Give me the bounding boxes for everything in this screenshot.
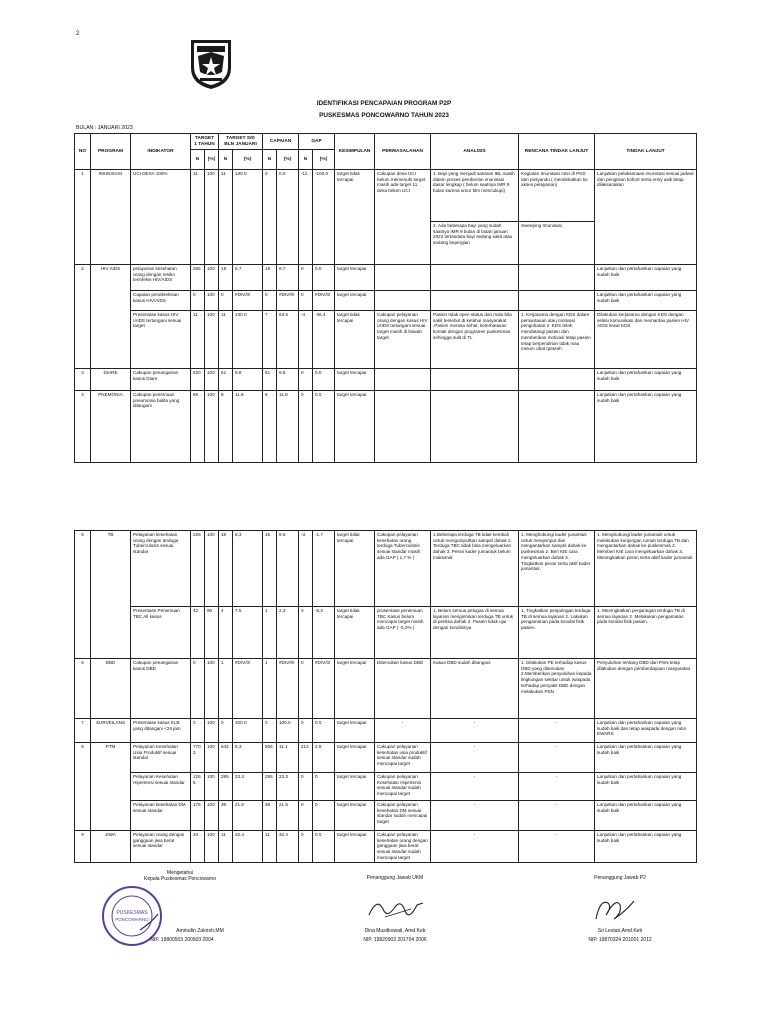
cell-permasalahan: Cakupan pelayanan kesehatan usia produktif sesuai standar sudah mencapai target (375, 743, 431, 773)
cell-kesimpulan: target tercapai (335, 369, 375, 391)
cell-no: 9 (75, 831, 91, 863)
cell-program: DBD (91, 659, 131, 719)
cell-value: 8 (219, 391, 233, 463)
cell-value: 0 (219, 291, 233, 311)
cell-value: 100 (205, 531, 219, 607)
cell-analisis: 1.Beberapa terduga TB tidak kembali untuk mengumpulkan sampel dahak 2. Terduga TBC tidak bisa mengeluarkan dahak 3. Peran kader jumantuk belum maksimal (431, 531, 519, 607)
cell-value: 8 (263, 391, 277, 463)
cell-value: #DIV/0! (313, 659, 335, 719)
cell-permasalahan: prosentase penemuan TBC Kasus belum mencapai target masih ada GAP ( -5,2% ) (375, 607, 431, 659)
cell-value: 11.1 (277, 743, 299, 773)
cell-value: 0 (299, 291, 313, 311)
cell-value: 11 (219, 170, 233, 265)
cell-kesimpulan: target tercapai (335, 831, 375, 863)
cell-tindak-lanjut: Lanjutkan dan pertahankan capaian yang sudah baik dan tetap waspada dengan rutin EWARS (595, 719, 697, 743)
cell-tindak-lanjut: 1. Meningkatkan penjaringan terduga TB di semua layanan 2. Melakukan pengamatan pada kondisi fisik pasien. (595, 607, 697, 659)
cell-value: #DIV/0! (233, 659, 263, 719)
cell-value: 0 (299, 659, 313, 719)
cell-value: 51 (219, 369, 233, 391)
cell-value: 1 (263, 659, 277, 719)
cell-value: 38 (263, 801, 277, 831)
cell-permasalahan: Cakupan pelayanan kesehatan orang terduga Tuberculosis sesuai standar masih ada GAP ( 1,7 % ) (375, 531, 431, 607)
sig-left-block (100, 870, 260, 882)
cell-indikator: Pelayanan Kesehatan Usia Produktif sesuai standar (131, 743, 191, 773)
sig-mid-nip: NIP. 19820903 201704 2006 (363, 937, 427, 943)
cell-value: 100 (205, 831, 219, 863)
cell-tindak-lanjut: Lanjutkan dan pertahankan capaian yang sudah baik (595, 391, 697, 463)
cell-indikator: Cakupan penanganan kasus DBD (131, 659, 191, 719)
cell-value: 7703 (191, 743, 205, 773)
cell-value: 100 (205, 773, 219, 801)
cell-value: 265 (191, 265, 205, 291)
cell-value: 0.0 (313, 369, 335, 391)
cell-value: #DIV/0! (277, 291, 299, 311)
cell-kesimpulan: target tidak tercapai (335, 531, 375, 607)
cell-no: 5 (75, 531, 91, 659)
cell-value: 0 (299, 773, 313, 801)
cell-value: -3 (299, 531, 313, 607)
cell-kesimpulan: target tercapai (335, 265, 375, 291)
cell-rencana: Kegiatan Imunisasi rutin di PKD dan posyandu ( mendekatkan ke akses pelayanan) (519, 170, 595, 222)
cell-value: 8.7 (233, 265, 263, 291)
cell-rencana: - (519, 743, 595, 773)
cell-value: 2.8 (313, 743, 335, 773)
header-pct: (%) (313, 150, 335, 170)
cell-value: 100 (205, 170, 219, 265)
cell-value: 3 (299, 607, 313, 659)
program-table-bottom (74, 530, 697, 863)
cell-indikator: Cakupan penemuan pneumonia balita yang ditangani (131, 391, 191, 463)
cell-value: 23.3 (233, 773, 263, 801)
cell-value: 295 (263, 773, 277, 801)
cell-kesimpulan: target tidak tercapai (335, 607, 375, 659)
cell-value: 100 (205, 311, 219, 369)
cell-value: -100.0 (313, 170, 335, 265)
cell-value: -11 (299, 170, 313, 265)
cell-tindak-lanjut: Lanjutkan dan pertahankan capaian yang sudah baik (595, 743, 697, 773)
cell-kesimpulan: target tidak tercapai (335, 311, 375, 369)
cell-value: 38 (219, 801, 233, 831)
cell-value: -5,2 (313, 607, 335, 659)
sig-mid-name: Dina Musitkowati, Amd Keb (364, 928, 426, 934)
cell-no: 7 (75, 719, 91, 743)
cell-value: 0 (313, 801, 335, 831)
header-target-bln: TARGET S/D BLN JANUARI (219, 134, 263, 150)
cell-value: 0 (191, 291, 205, 311)
period-label: BULAN : JANUARI 2023 (76, 125, 133, 131)
cell-kesimpulan: target tidak tercapai (335, 170, 375, 265)
header-indikator: INDIKATOR (131, 134, 191, 170)
cell-value: 19 (263, 265, 277, 291)
table-row (75, 531, 697, 607)
cell-value: 0 (313, 773, 335, 801)
header-target-tahun: TARGET 1 TAHUN (191, 134, 219, 150)
cell-tindak-lanjut: 1. Menghubungi kader jumantuk untuk melakukan kunjungan rumah terduga TB dan mengantarkan dahak ke puskesmas 2. Memberi KIE cara mengeluarkan dahak 3. Meningkatkan peran serta aktif kader jumantuk (595, 531, 697, 607)
cell-value: 176 (191, 801, 205, 831)
header-pct: (%) (277, 150, 299, 170)
cell-value: 90 (205, 607, 219, 659)
table-row (75, 170, 697, 222)
cell-tindak-lanjut: Lanjutkan dan pertahankan capaian yang sudah baik (595, 291, 697, 311)
cell-value: -1.7 (313, 531, 335, 607)
cell-tindak-lanjut: Dilakukan kerjasama dengan KDS dengan selalu komunikasi dan memantau pasien HIV AIDS lewat KDS (595, 311, 697, 369)
cell-kesimpulan: target tercapai (335, 773, 375, 801)
cell-value: 21.6 (233, 801, 263, 831)
cell-permasalahan: - (375, 719, 431, 743)
cell-analisis: Pasien tidak open status dan malu bila sakit tersebut di ketahui masyarakat .Pasien merasa sehat, keterbatasan kontak dengan programer puskesmas sehingga sulit di TL (431, 311, 519, 369)
header-capaian: CAPAIAN (263, 134, 299, 150)
program-table-top (74, 133, 697, 463)
cell-no: 1 (75, 170, 91, 265)
cell-value: 100.0 (233, 311, 263, 369)
cell-permasalahan: Cakupan pelayanan kesehatan orang dengan gangguan jiwa berat sesuai standar sudah mencapai target (375, 831, 431, 863)
cell-value: 0 (263, 170, 277, 265)
cell-analisis: 1. Belum semua petugas di semua layanan mengirimkan terduga TB untuk di periksa dahak 2. Pasien tidak ujur dengan kondisinya (431, 607, 519, 659)
cell-value: 7 (263, 311, 277, 369)
header-gap: GAP (299, 134, 335, 150)
cell-analisis: - (431, 773, 519, 801)
cell-permasalahan: Cakupan pelayanan orang dengan kasus HIV /AIDS tertangani sesuai target masih di bawah target (375, 311, 431, 369)
cell-indikator: Presentase kasus HIV /AIDS tertangani sesuai target (131, 311, 191, 369)
cell-value: -36.4 (313, 311, 335, 369)
sig-left-label1: Mengetahui (166, 870, 194, 876)
cell-analisis: 1. Bayi yang menjadi sasaran IBL masih dalam proses pemberian imunisasi dasar lengkap ( belum saatnya IMR 9 bulan karena umur blm mencukupi) (431, 170, 519, 222)
page-number: 2 (76, 31, 80, 37)
cell-value: 0 (191, 719, 205, 743)
sig-mid-label: Penanggung Jawab UKM (366, 875, 424, 881)
cell-program: JIWA (91, 831, 131, 863)
cell-analisis: - (431, 831, 519, 863)
cell-value: 7.5 (233, 607, 263, 659)
cell-indikator: UCI DESA 100% (131, 170, 191, 265)
cell-value: 42 (191, 607, 205, 659)
cell-no: 3 (75, 369, 91, 391)
cell-value: 11.8 (277, 391, 299, 463)
cell-value: 0 (299, 801, 313, 831)
cell-value: 0 (299, 391, 313, 463)
cell-rencana: - (519, 831, 595, 863)
sig-mid-signature (365, 895, 425, 925)
cell-value: 100.0 (277, 719, 299, 743)
cell-value: 295 (219, 773, 233, 801)
cell-rencana: Sweeping Imunisasi (519, 222, 595, 265)
cell-value: 68 (191, 391, 205, 463)
header-kesimpulan: KESIMPULAN (335, 134, 375, 170)
cell-rencana: 1. Tingkatkan penjaringan terduga TB di semua layanan 2. Lakukan pengamanan pada kondisi fisik pasien. (519, 607, 595, 659)
cell-value: 100 (205, 369, 219, 391)
cell-tindak-lanjut: Lanjutkan dan pertahankan capaian yang sudah baik (595, 265, 697, 291)
cell-value: 1 (219, 659, 233, 719)
cell-no: 6 (75, 659, 91, 719)
cell-indikator: Pelayanan Kesehatan Hipertensi sesuai standar (131, 773, 191, 801)
sig-right-signature (590, 893, 640, 925)
cell-value: 0 (191, 659, 205, 719)
cell-value: 0 (263, 291, 277, 311)
cell-program: PNEMONIA (91, 391, 131, 463)
cell-analisis: Kasus DBD sudah ditangani (431, 659, 519, 719)
cell-value: 0.0 (313, 391, 335, 463)
header-n: N (299, 150, 313, 170)
header-no: NO (75, 134, 91, 170)
table-row (75, 831, 697, 863)
cell-value: 11 (263, 831, 277, 863)
cell-value: 8,3 (233, 743, 263, 773)
header-rencana: RENCANA TINDAK LANJUT (519, 134, 595, 170)
cell-rencana: - (519, 719, 595, 743)
cell-kesimpulan: target tercapai (335, 801, 375, 831)
cell-no: 8 (75, 743, 91, 831)
cell-value: 0 (299, 369, 313, 391)
document-subtitle: PUSKESMAS PONCOWARNO TAHUN 2023 (319, 112, 449, 119)
cell-value: 34 (191, 831, 205, 863)
cell-analisis: - (431, 719, 519, 743)
cell-value: 214 (299, 743, 313, 773)
header-tindak-lanjut: TINDAK LANJUT (595, 134, 697, 170)
cell-value: 0 (263, 719, 277, 743)
header-n: N (191, 150, 205, 170)
cell-value: #DIV/0! (313, 291, 335, 311)
cell-value: 19 (219, 265, 233, 291)
cell-tindak-lanjut: Lanjutkan dan pertahankan capaian yang sudah baik (595, 369, 697, 391)
cell-value: 23.3 (277, 773, 299, 801)
cell-value: 0.0 (313, 719, 335, 743)
cell-no: 2 (75, 265, 91, 369)
cell-value: 0.0 (313, 831, 335, 863)
cell-value: 100.0 (233, 719, 263, 743)
cell-value: 642 (219, 743, 233, 773)
cell-indikator: Pelayanan kesehatan orang dengan terduga Tuberculosis sesuai standar (131, 531, 191, 607)
cell-value: 100.0 (233, 170, 263, 265)
cell-indikator: Pelayanan kesehatan DM sesuai standar (131, 801, 191, 831)
cell-value: 4 (219, 607, 233, 659)
cell-value: 8.7 (277, 265, 299, 291)
header-pct: (%) (233, 150, 263, 170)
cell-value: 6.6 (277, 531, 299, 607)
cell-rencana: 1. Menghubungi kader jumantuk untuk menjemput dan mengantarkan sampel dahak ke puskesmas 2. Beri KIE cara mengeluarkan dahak 3. Tingkatkan peran serta aktif kader jumantuk (519, 531, 595, 607)
cell-value: 100 (205, 743, 219, 773)
cell-indikator: Pelayanan orang dengan gangguan jiwa berat sesuai standar (131, 831, 191, 863)
cell-rencana: 1. Dilakukan PE terhadap kasus DBD yang ditemukan 2.Memberikan penyuluhan kepada lingkungan sekitar untuk waspada terhadap penyakit DBD dengan melakukan PSN (519, 659, 595, 719)
cell-kesimpulan: target tercapai (335, 291, 375, 311)
cell-value: #DIV/0! (277, 659, 299, 719)
cell-value: 100 (205, 801, 219, 831)
cell-value: 100 (205, 659, 219, 719)
cell-value: 8,3 (233, 531, 263, 607)
table-row (75, 391, 697, 463)
cell-program: IMUNISASI (91, 170, 131, 265)
cell-permasalahan: Cakupan pelayanan kesehatan DM sesuai standar sudah mencapai target (375, 801, 431, 831)
cell-program: HIV AIDS (91, 265, 131, 369)
cell-kesimpulan: target tercapai (335, 391, 375, 463)
cell-value: 100 (205, 391, 219, 463)
cell-value: 11 (219, 311, 233, 369)
cell-value: 2,3 (277, 607, 299, 659)
sig-right-name: Sri Lestari,Amd.Keb (597, 928, 643, 934)
cell-program: TB (91, 531, 131, 659)
cell-tindak-lanjut: Lanjutkan dan pertahankan capaian yang sudah baik (595, 773, 697, 801)
cell-value: 11 (219, 831, 233, 863)
cell-no: 4 (75, 391, 91, 463)
cell-value: 856 (263, 743, 277, 773)
cell-value: 15 (263, 531, 277, 607)
cell-value: 63.6 (277, 311, 299, 369)
cell-permasalahan: Cakupan desa UCI belum memenuhi target masih ada target 11 desa belum UCI (375, 170, 431, 265)
cell-value: -4 (299, 311, 313, 369)
table-row (75, 659, 697, 719)
cell-kesimpulan: target tercapai (335, 743, 375, 773)
cell-value: 21.6 (277, 801, 299, 831)
sig-left-nip: NIP. 19800503 200903 2004 (150, 937, 214, 943)
cell-value: 100 (205, 265, 219, 291)
sig-right-nip: NIP. 19870324 201001 2012 (588, 937, 652, 943)
table-row (75, 369, 697, 391)
cell-kesimpulan: target tercapai (335, 659, 375, 719)
cell-value: 0 (219, 719, 233, 743)
cell-value: 18 (219, 531, 233, 607)
header-analisis: ANALISIS (431, 134, 519, 170)
cell-value: 11.8 (233, 391, 263, 463)
cell-value: 0 (299, 719, 313, 743)
cell-value: 11 (191, 311, 205, 369)
header-pct: (%) (205, 150, 219, 170)
table-row (75, 719, 697, 743)
cell-value: 32.4 (277, 831, 299, 863)
cell-program: SURVEILANS (91, 719, 131, 743)
cell-value: 1265 (191, 773, 205, 801)
cell-indikator: Presentase Penemuan TBC All kasus (131, 607, 191, 659)
cell-analisis: 2. Ada beberapa bayi yang sudah saatnya IMR 9 bulan di bulan januari 2023 tertandata bayi sedang sakit atau sedang bepergian (431, 222, 519, 265)
table-row (75, 743, 697, 773)
kebumen-emblem-logo (188, 38, 234, 90)
document-title: IDENTIFIKASI PENCAPAIAN PROGRAM P2P (316, 100, 452, 107)
header-n: N (219, 150, 233, 170)
header-permasalahan: PERMASALAHAN (375, 134, 431, 170)
cell-rencana: 1. Kerjasama dengan KDS dalam pemantauan atau motivasi pengobatan 2. KDS telah mendatangi pasien dan memberikan motivasi tetap pasien tetap berpendirian tidak mau minum obat Ipasrah (519, 311, 595, 369)
header-n: N (263, 150, 277, 170)
cell-program: DIARE (91, 369, 131, 391)
cell-indikator: Cakupan penanganan kasus Diare (131, 369, 191, 391)
cell-value: 1 (263, 607, 277, 659)
cell-indikator: Presentase kasus KLB yang ditangani <24 jam (131, 719, 191, 743)
cell-value: 32.4 (233, 831, 263, 863)
sig-left-label2: Kepala Puskesmas Poncowarno (144, 876, 216, 882)
cell-value: 0.0 (313, 265, 335, 291)
cell-rencana: - (519, 801, 595, 831)
cell-value: 226 (191, 531, 205, 607)
cell-value: 0 (299, 831, 313, 863)
cell-value: 9.8 (233, 369, 263, 391)
svg-text:PONCOWARNO: PONCOWARNO (115, 917, 149, 922)
cell-rencana: - (519, 773, 595, 801)
cell-tindak-lanjut: Lanjutkan dan pertahankan capaian yang sudah baik (595, 831, 697, 863)
cell-permasalahan: Ditemukan kasus DBD (375, 659, 431, 719)
cell-indikator: pelayanan kesehatan orang dengan resiko terinfeksi HIV/AIDS (131, 265, 191, 291)
svg-text:PUSKESMAS: PUSKESMAS (116, 910, 148, 916)
table-row (75, 265, 697, 291)
cell-analisis: - (431, 801, 519, 831)
cell-permasalahan: Cakupan pelayanan Kesehatan Hipertensi sesuai standar sudah mencapai target (375, 773, 431, 801)
cell-value: 100 (205, 719, 219, 743)
cell-program: PTM (91, 743, 131, 831)
cell-value: 520 (191, 369, 205, 391)
cell-kesimpulan: target tercapai (335, 719, 375, 743)
header-program: PROGRAM (91, 134, 131, 170)
cell-value: #DIV/0! (233, 291, 263, 311)
sig-right-label: Penanggung Jawab P2 (594, 875, 646, 881)
cell-value: 51 (263, 369, 277, 391)
cell-analisis: - (431, 743, 519, 773)
cell-indikator: Capaian pendeteksian kasus HIV/AIDS (131, 291, 191, 311)
cell-value: 9.8 (277, 369, 299, 391)
cell-value: 0.0 (277, 170, 299, 265)
sig-left-name: Amirudin Zakiroh,MM (176, 928, 224, 934)
cell-value: 11 (191, 170, 205, 265)
cell-value: 100 (205, 291, 219, 311)
cell-tindak-lanjut: Penyuluhan tentang DBD dan PSN tetap dilakukan dengan pemberdayaan masyarakat (595, 659, 697, 719)
cell-tindak-lanjut: Lanjutkan pelaksanaan imunisasi sesuai jadwal dan pengisian kohort serta entry asik tetap dilaksanakan (595, 170, 697, 265)
cell-value: 0 (299, 265, 313, 291)
cell-tindak-lanjut: Lanjutkan dan pertahankan capaian yang sudah baik (595, 801, 697, 831)
